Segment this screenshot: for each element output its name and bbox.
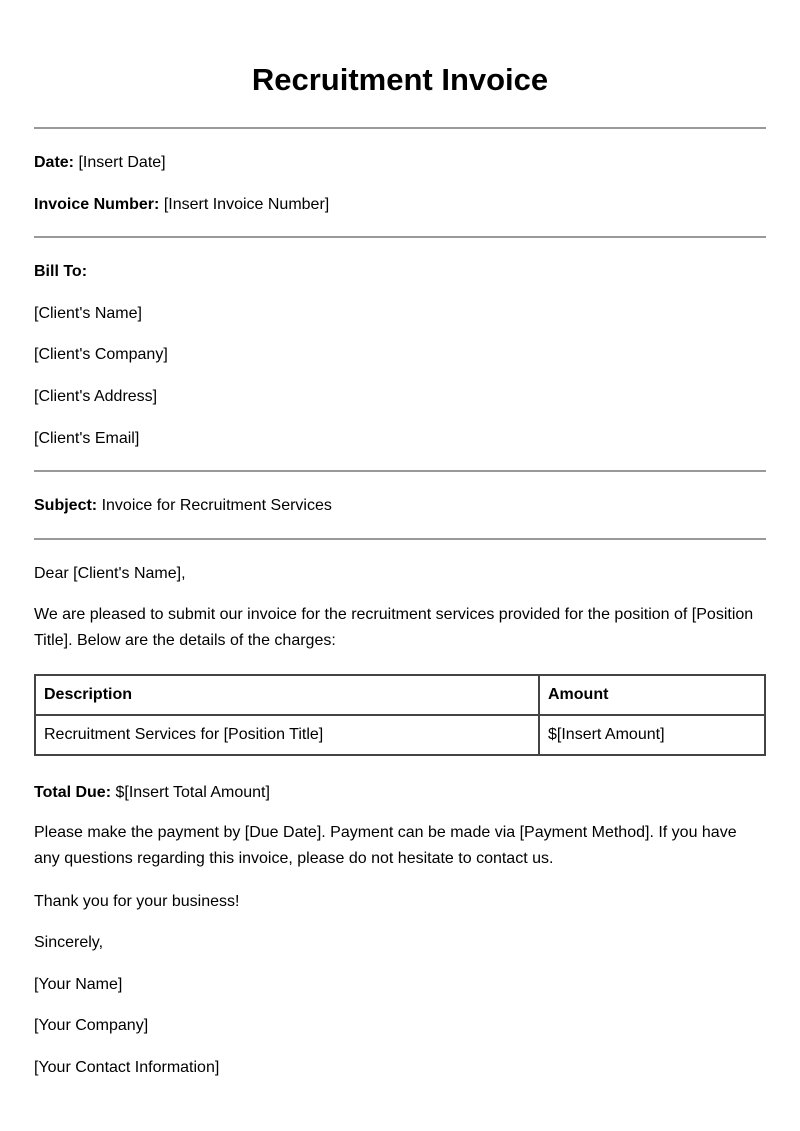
divider bbox=[34, 127, 766, 129]
date-line bbox=[34, 153, 766, 173]
table-header-row bbox=[35, 675, 765, 715]
total-due-line bbox=[34, 783, 766, 803]
sender-company: [Your Company] bbox=[34, 1017, 149, 1034]
total-due-value: $[Insert Total Amount] bbox=[115, 784, 270, 801]
invoice-number-line bbox=[34, 195, 766, 215]
subject-value: Invoice for Recruitment Services bbox=[101, 497, 332, 514]
divider bbox=[34, 236, 766, 238]
date-label: Date: bbox=[34, 154, 75, 171]
payment-paragraph: Please make the payment by [Due Date]. Payment can be made via [Payment Method]. If you have any questions regarding this invoice, please do not hesitate to contact us. bbox=[34, 824, 737, 867]
sender-contact: [Your Contact Information] bbox=[34, 1059, 220, 1076]
client-address: [Client's Address] bbox=[34, 388, 158, 405]
document-title: Recruitment Invoice bbox=[251, 62, 549, 97]
column-header-amount: Amount bbox=[539, 675, 765, 715]
client-name: [Client's Name] bbox=[34, 305, 142, 322]
client-email: [Client's Email] bbox=[34, 430, 140, 447]
sign-off: Sincerely, bbox=[34, 934, 104, 951]
subject-line bbox=[34, 496, 766, 516]
sender-name: [Your Name] bbox=[34, 976, 123, 993]
divider bbox=[34, 470, 766, 472]
invoice-number-value: [Insert Invoice Number] bbox=[163, 196, 330, 213]
table-row bbox=[35, 715, 765, 755]
client-company: [Client's Company] bbox=[34, 346, 168, 363]
intro-paragraph: We are pleased to submit our invoice for the recruitment services provided for the position of [Position Title]. Below are the details of the charges: bbox=[34, 606, 754, 649]
subject-label: Subject: bbox=[34, 497, 98, 514]
greeting: Dear [Client's Name], bbox=[34, 565, 186, 582]
divider bbox=[34, 538, 766, 540]
amount-cell: $[Insert Amount] bbox=[539, 715, 765, 755]
thanks-line: Thank you for your business! bbox=[34, 893, 240, 910]
charges-table bbox=[34, 674, 766, 756]
invoice-number-label: Invoice Number: bbox=[34, 196, 160, 213]
column-header-description: Description bbox=[35, 675, 539, 715]
date-value: [Insert Date] bbox=[78, 154, 166, 171]
description-cell: Recruitment Services for [Position Title] bbox=[35, 715, 539, 755]
total-due-label: Total Due: bbox=[34, 784, 112, 801]
bill-to-label: Bill To: bbox=[34, 263, 88, 280]
